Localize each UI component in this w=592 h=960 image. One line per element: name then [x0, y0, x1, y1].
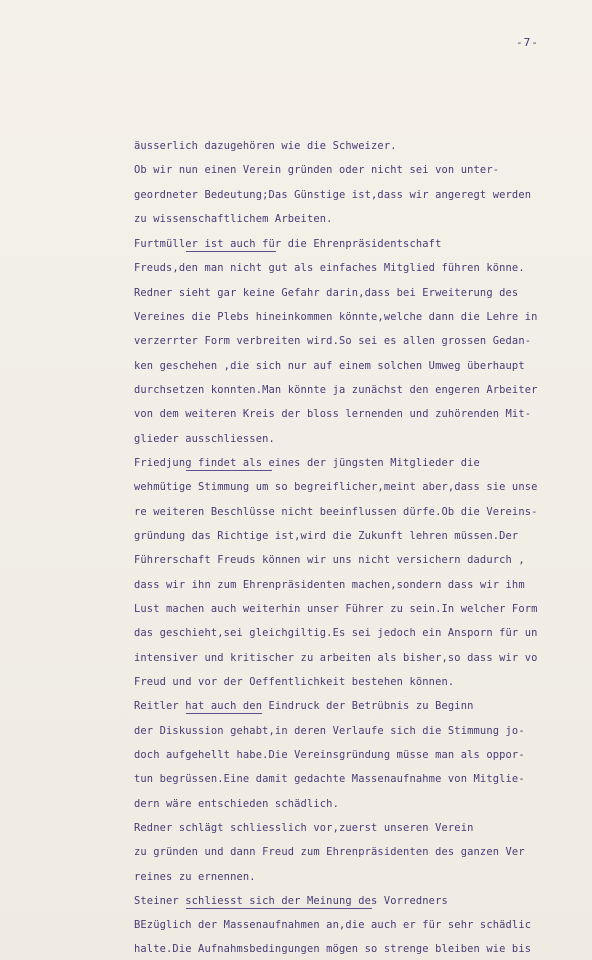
- speaker-underline: [186, 251, 276, 252]
- text-line: dass wir ihn zum Ehrenpräsidenten machen,sondern dass wir ihm: [134, 579, 525, 591]
- text-line: zu gründen und dann Freud zum Ehrenpräsidenten des ganzen Ver: [134, 846, 525, 858]
- text-line: Lust machen auch weiterhin unser Führer zu sein.In welcher Form: [134, 603, 538, 615]
- text-line: Steiner schliesst sich der Meinung des Vorredners: [134, 895, 448, 907]
- text-line: intensiver und kritischer zu arbeiten als bisher,so dass wir vo: [134, 652, 538, 664]
- text-line: halte.Die Aufnahmsbedingungen mögen so strenge bleiben wie bis: [134, 943, 532, 955]
- text-line: von dem weiteren Kreis der bloss lernenden und zuhörenden Mit-: [134, 408, 532, 420]
- text-line: geordneter Bedeutung;Das Günstige ist,dass wir angeregt werden: [134, 189, 532, 201]
- text-line: dern wäre entschieden schädlich.: [134, 798, 339, 810]
- text-line: ken geschehen ,die sich nur auf einem solchen Umweg überhaupt: [134, 360, 525, 372]
- text-line: äusserlich dazugehören wie die Schweizer.: [134, 140, 397, 152]
- page-number: -7-: [516, 36, 539, 49]
- text-line: Reitler hat auch den Eindruck der Betrübnis zu Beginn: [134, 700, 474, 712]
- text-line: verzerrter Form verbreiten wird.So sei es allen grossen Gedan-: [134, 335, 532, 347]
- speaker-underline: [186, 713, 262, 714]
- text-line: Führerschaft Freuds können wir uns nicht versichern dadurch ,: [134, 554, 525, 566]
- text-line: BEzüglich der Massenaufnahmen an,die auch er für sehr schädlic: [134, 919, 532, 931]
- text-line: re weiteren Beschlüsse nicht beeinflussen dürfe.Ob die Vereins-: [134, 506, 538, 518]
- text-line: Friedjung findet als eines der jüngsten Mitglieder die: [134, 457, 480, 469]
- text-line: der Diskussion gehabt,in deren Verlaufe sich die Stimmung jo-: [134, 725, 525, 737]
- text-line: zu wissenschaftlichem Arbeiten.: [134, 213, 333, 225]
- speaker-underline: [186, 470, 272, 471]
- text-line: Redner schlägt schliesslich vor,zuerst unseren Verein: [134, 822, 474, 834]
- text-line: glieder ausschliessen.: [134, 433, 275, 445]
- text-line: durchsetzen konnten.Man könnte ja zunächst den engeren Arbeiter: [134, 384, 538, 396]
- text-line: Ob wir nun einen Verein gründen oder nicht sei von unter-: [134, 164, 500, 176]
- text-line: Furtmüller ist auch für die Ehrenpräsidentschaft: [134, 238, 442, 250]
- speaker-underline: [186, 908, 372, 909]
- text-line: tun begrüssen.Eine damit gedachte Massenaufnahme von Mitglie-: [134, 773, 525, 785]
- text-line: doch aufgehellt habe.Die Vereinsgründung müsse man als oppor-: [134, 749, 525, 761]
- text-line: das geschieht,sei gleichgiltig.Es sei jedoch ein Ansporn für un: [134, 627, 538, 639]
- text-line: Freuds,den man nicht gut als einfaches Mitglied führen könne.: [134, 262, 525, 274]
- text-line: wehmütige Stimmung um so begreiflicher,meint aber,dass sie unse: [134, 481, 538, 493]
- text-line: Freud und vor der Oeffentlichkeit bestehen können.: [134, 676, 455, 688]
- text-line: reines zu ernennen.: [134, 871, 256, 883]
- text-line: Vereines die Plebs hineinkommen könnte,welche dann die Lehre in: [134, 311, 538, 323]
- text-line: gründung das Richtige ist,wird die Zukunft lehren müssen.Der: [134, 530, 519, 542]
- text-line: Redner sieht gar keine Gefahr darin,dass bei Erweiterung des: [134, 287, 519, 299]
